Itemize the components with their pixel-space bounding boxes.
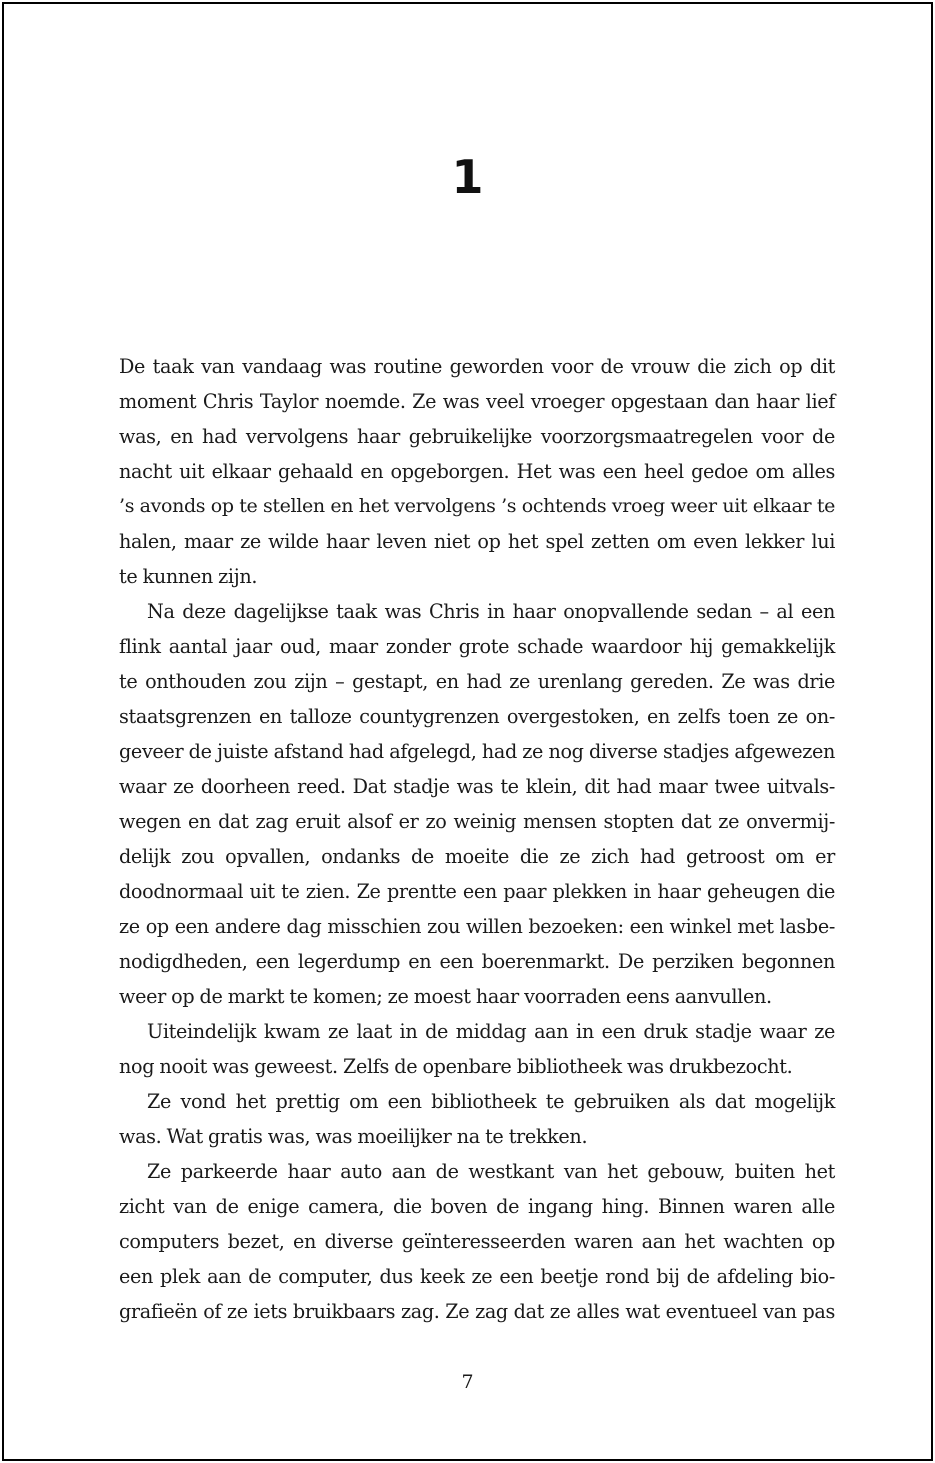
text-line: delijk zou opvallen, ondanks de moeite die ze zich had getroost om er — [119, 845, 835, 868]
page-number: 7 — [461, 1371, 474, 1393]
text-line: was, en had vervolgens haar gebruikelijke voorzorgsmaatregelen voor de — [119, 425, 835, 448]
text-line: Ze vond het prettig om een bibliotheek te gebruiken als dat mogelijk — [147, 1090, 835, 1113]
text-line: staatsgrenzen en talloze countygrenzen overgestoken, en zelfs toen ze on- — [119, 705, 835, 728]
text-line: nodigdheden, een legerdump en een boerenmarkt. De perziken begonnen — [119, 950, 835, 973]
text-line: De taak van vandaag was routine geworden voor de vrouw die zich op dit — [119, 355, 835, 378]
text-line: ze op een andere dag misschien zou willen bezoeken: een winkel met lasbe- — [119, 915, 835, 938]
text-line: een plek aan de computer, dus keek ze een beetje rond bij de afdeling bio- — [119, 1265, 835, 1288]
text-line: ’s avonds op te stellen en het vervolgens ’s ochtends vroeg weer uit elkaar te — [119, 495, 835, 517]
paragraph — [119, 1014, 835, 1084]
text-line: Uiteindelijk kwam ze laat in de middag aan in een druk stadje waar ze — [147, 1020, 835, 1043]
text-line: flink aantal jaar oud, maar zonder grote schade waardoor hij gemakkelijk — [119, 635, 835, 658]
text-line: Ze parkeerde haar auto aan de westkant van het gebouw, buiten het — [147, 1160, 835, 1183]
text-line: nog nooit was geweest. Zelfs de openbare bibliotheek was drukbezocht. — [119, 1055, 793, 1078]
text-line: moment Chris Taylor noemde. Ze was veel vroeger opgestaan dan haar lief — [119, 390, 835, 413]
text-line: te onthouden zou zijn – gestapt, en had ze urenlang gereden. Ze was drie — [119, 670, 835, 693]
text-line: was. Wat gratis was, was moeilijker na te trekken. — [119, 1125, 588, 1148]
paragraph — [119, 1084, 835, 1154]
text-line: Na deze dagelijkse taak was Chris in haar onopvallende sedan – al een — [147, 600, 835, 623]
text-line: geveer de juiste afstand had afgelegd, had ze nog diverse stadjes afgewezen — [119, 740, 835, 763]
paragraph — [119, 349, 835, 594]
text-line: te kunnen zijn. — [119, 565, 258, 588]
text-line: waar ze doorheen reed. Dat stadje was te klein, dit had maar twee uitvals- — [119, 775, 835, 798]
text-line: weer op de markt te komen; ze moest haar voorraden eens aanvullen. — [119, 985, 772, 1008]
text-line: grafieën of ze iets bruikbaars zag. Ze zag dat ze alles wat eventueel van pas — [119, 1300, 835, 1323]
text-line: wegen en dat zag eruit alsof er zo weinig mensen stopten dat ze onvermij- — [119, 810, 835, 833]
book-page — [2, 2, 933, 1461]
text-line: doodnormaal uit te zien. Ze prentte een paar plekken in haar geheugen die — [119, 880, 835, 903]
text-line: computers bezet, en diverse geïnteresseerden waren aan het wachten op — [119, 1230, 835, 1253]
text-line: nacht uit elkaar gehaald en opgeborgen. Het was een heel gedoe om alles — [119, 460, 835, 483]
text-line: halen, maar ze wilde haar leven niet op het spel zetten om even lekker lui — [119, 530, 835, 553]
chapter-number: 1 — [451, 150, 484, 204]
paragraph — [119, 594, 835, 1014]
paragraph — [119, 1154, 835, 1329]
text-line: zicht van de enige camera, die boven de ingang hing. Binnen waren alle — [119, 1195, 835, 1218]
chapter-body — [119, 349, 835, 1329]
